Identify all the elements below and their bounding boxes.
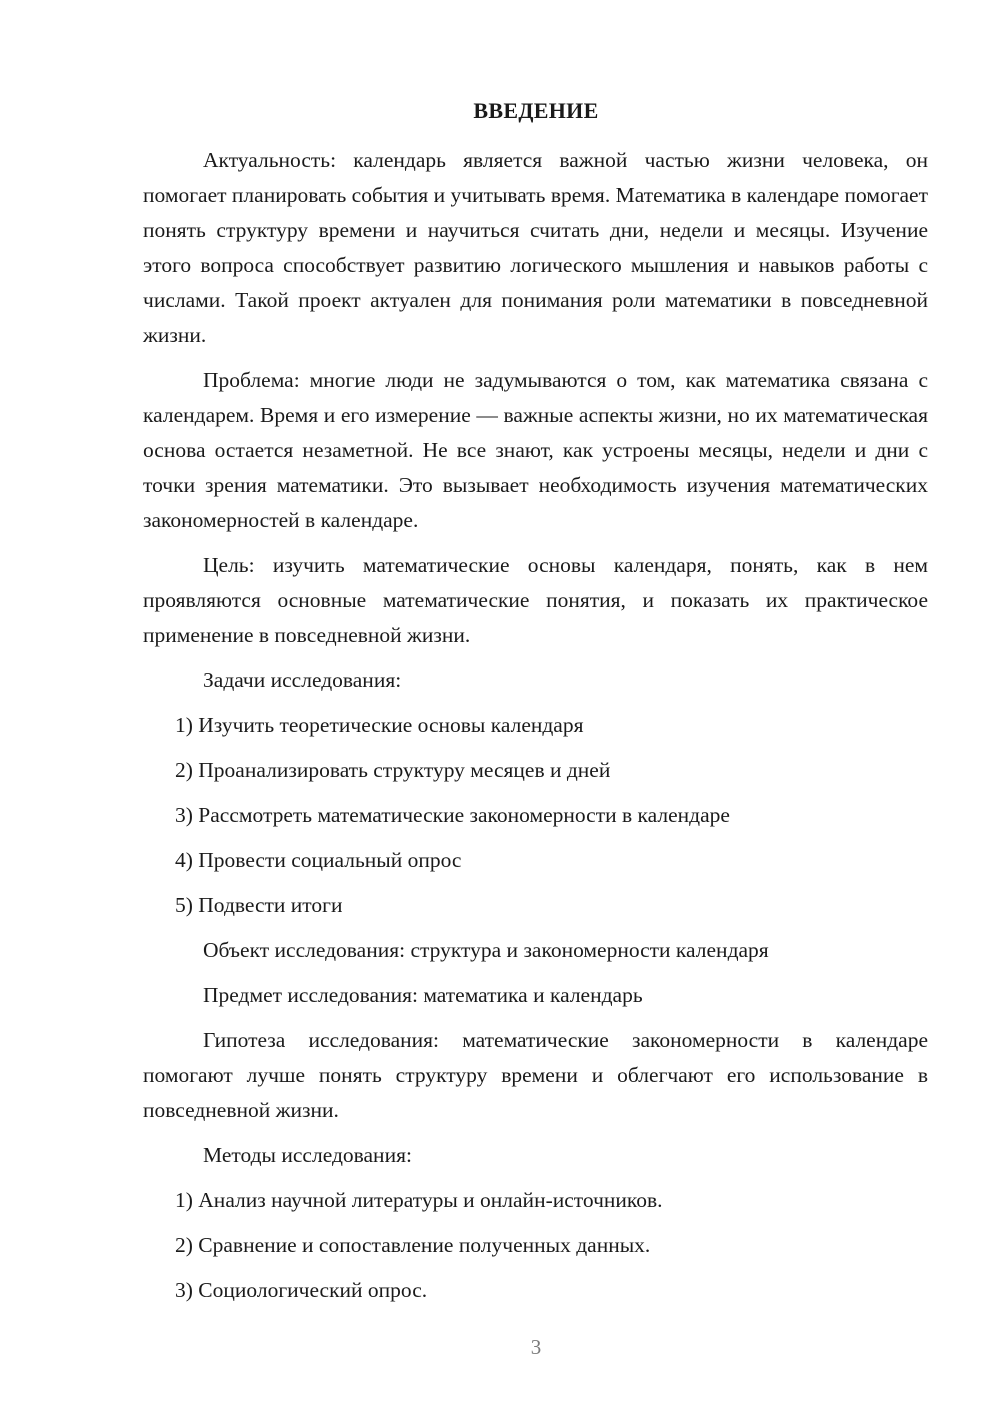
list-item: 1) Изучить теоретические основы календаря xyxy=(175,713,584,737)
list-item: 2) Сравнение и сопоставление полученных данных. xyxy=(175,1233,651,1257)
list-item: 2) Проанализировать структуру месяцев и дней xyxy=(175,758,611,782)
methods-heading: Методы исследования: xyxy=(203,1143,412,1167)
list-item: 5) Подвести итоги xyxy=(175,893,343,917)
document-body xyxy=(143,143,928,1318)
goal-paragraph: Цель: изучить математические основы календаря, понять, как в нем проявляются основные математические понятия, и показать их практическое применение в повседневной жизни. xyxy=(143,553,928,647)
problem-paragraph: Проблема: многие люди не задумываются о том, как математика связана с календарем. Время и его измерение — важные аспекты жизни, но их математическая основа остается незаметной. Не все знают, как устроены месяцы, недели и дни с точки зрения математики. Это вызывает необходимость изучения математических закономерностей в календаре. xyxy=(143,368,928,532)
relevance-paragraph: Актуальность: календарь является важной частью жизни человека, он помогает планировать события и учитывать время. Математика в календаре помогает понять структуру времени и научиться считать дни, недели и месяцы. Изучение этого вопроса способствует развитию логического мышления и навыков работы с числами. Такой проект актуален для понимания роли математики в повседневной жизни. xyxy=(143,148,928,347)
hypothesis-paragraph: Гипотеза исследования: математические закономерности в календаре помогают лучше понять структуру времени и облегчают его использование в повседневной жизни. xyxy=(143,1028,928,1122)
tasks-heading: Задачи исследования: xyxy=(203,668,402,692)
list-item: 3) Социологический опрос. xyxy=(175,1278,428,1302)
object-paragraph: Объект исследования: структура и закономерности календаря xyxy=(203,938,769,962)
subject-paragraph: Предмет исследования: математика и календарь xyxy=(203,983,643,1007)
list-item: 1) Анализ научной литературы и онлайн-источников. xyxy=(175,1188,663,1212)
page-number: 3 xyxy=(530,1335,542,1359)
list-item: 4) Провести социальный опрос xyxy=(175,848,462,872)
page-title: ВВЕДЕНИЕ xyxy=(473,98,599,123)
tasks-list xyxy=(143,708,928,923)
list-item: 3) Рассмотреть математические закономерности в календаре xyxy=(175,803,730,827)
methods-list xyxy=(143,1183,928,1308)
